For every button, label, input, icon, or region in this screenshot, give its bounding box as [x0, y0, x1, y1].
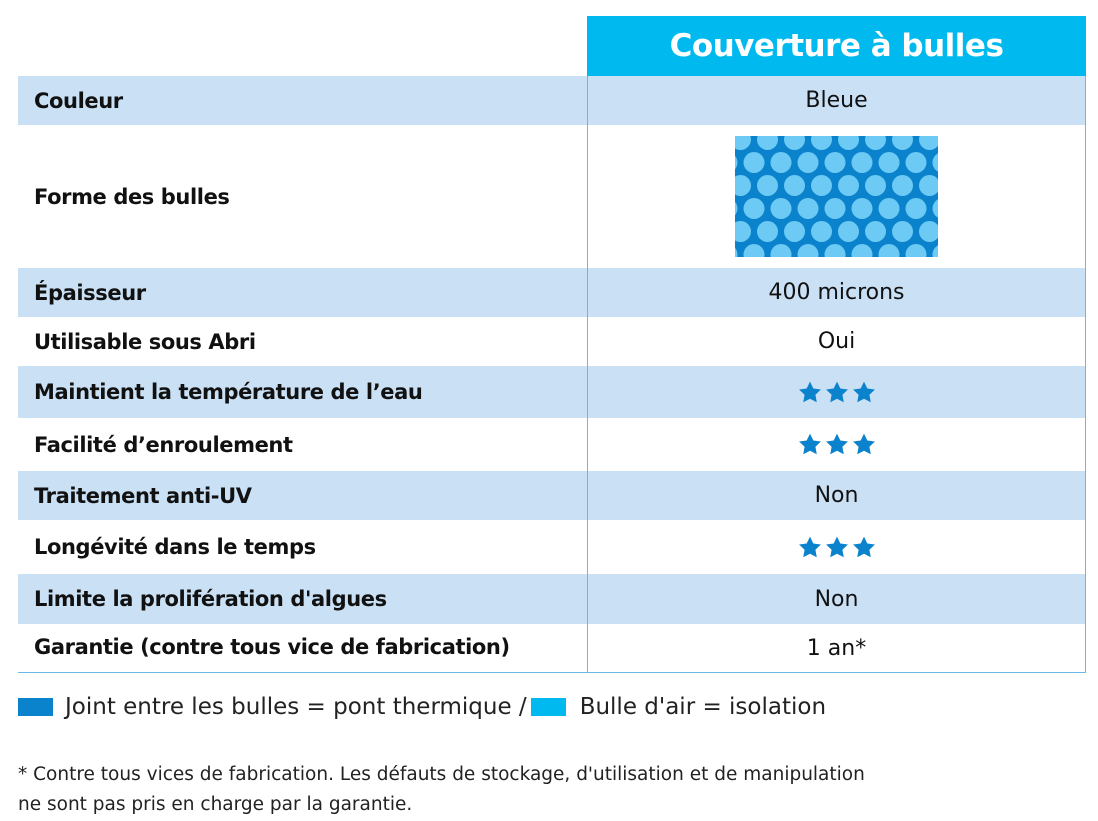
- row-couleur: [18, 76, 1086, 125]
- legend: [18, 694, 826, 720]
- table-header: [18, 16, 1086, 76]
- row-value: [587, 366, 1086, 418]
- row-label: Limite la prolifération d'algues: [34, 587, 387, 611]
- row-value: Bleue: [587, 76, 1086, 125]
- footnote-line: * Contre tous vices de fabrication. Les défauts de stockage, d'utilisation et de manipulation: [18, 764, 865, 785]
- star-rating: [797, 535, 877, 560]
- star-icon: [797, 535, 823, 560]
- row-temperature: [18, 366, 1086, 418]
- row-value: [587, 418, 1086, 471]
- star-icon: [824, 432, 850, 457]
- row-label: Forme des bulles: [34, 184, 230, 209]
- row-label: Garantie (contre tous vice de fabrication): [18, 624, 587, 672]
- row-label: Traitement anti-UV: [34, 483, 252, 508]
- star-icon: [851, 535, 877, 560]
- row-label: Longévité dans le temps: [34, 535, 316, 559]
- star-icon: [851, 380, 877, 405]
- row-value: 400 microns: [587, 268, 1086, 317]
- row-label: Utilisable sous Abri: [34, 329, 256, 354]
- row-value: 1 an*: [587, 624, 1086, 672]
- row-enroulement: [18, 418, 1086, 471]
- row-label: Maintient la température de l’eau: [34, 380, 423, 404]
- row-forme-bulles: [18, 125, 1086, 268]
- row-garantie: [18, 624, 1086, 673]
- row-label: Facilité d’enroulement: [34, 432, 293, 457]
- star-rating: [797, 432, 877, 457]
- row-abri: [18, 317, 1086, 366]
- row-value: Non: [587, 471, 1086, 520]
- footnote: [18, 760, 938, 820]
- comparison-table: [18, 16, 1086, 673]
- bubble-pattern-image: [735, 136, 938, 257]
- row-epaisseur: [18, 268, 1086, 317]
- legend-item-joint: Joint entre les bulles = pont thermique /: [65, 694, 527, 720]
- row-longevite: [18, 520, 1086, 574]
- row-value: [587, 125, 1086, 268]
- row-label: Couleur: [34, 88, 123, 113]
- star-icon: [824, 380, 850, 405]
- row-value: Oui: [587, 317, 1086, 366]
- star-icon: [851, 432, 877, 457]
- legend-item-bulle: Bulle d'air = isolation: [579, 694, 827, 720]
- legend-swatch-bulle: [531, 698, 566, 716]
- row-value: [587, 520, 1086, 574]
- star-icon: [797, 380, 823, 405]
- legend-swatch-joint: [18, 698, 53, 716]
- header-spacer: [18, 16, 587, 76]
- row-anti-uv: [18, 471, 1086, 520]
- star-rating: [797, 380, 877, 405]
- column-title: Couverture à bulles: [587, 16, 1086, 76]
- row-algues: [18, 574, 1086, 624]
- row-label: Épaisseur: [34, 280, 146, 305]
- star-icon: [797, 432, 823, 457]
- footnote-line: ne sont pas pris en charge par la garantie.: [18, 794, 413, 815]
- row-value: Non: [587, 574, 1086, 624]
- star-icon: [824, 535, 850, 560]
